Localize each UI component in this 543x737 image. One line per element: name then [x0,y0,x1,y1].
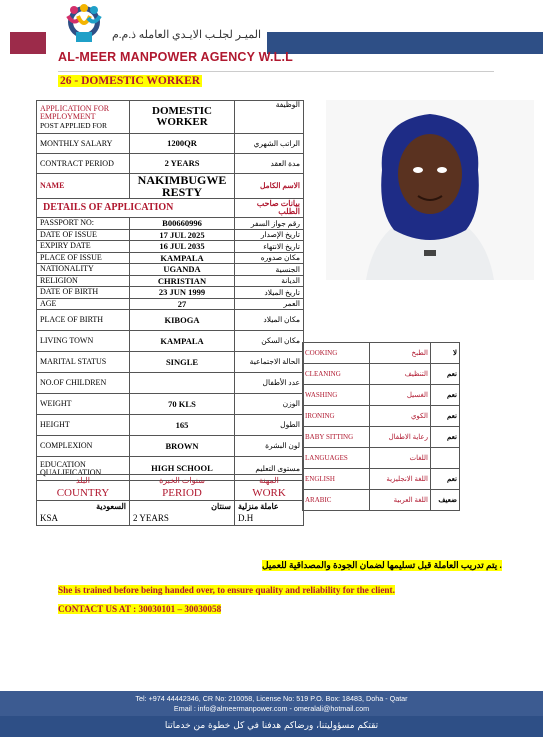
footer-contact-line: Tel: +974 44442346, CR No: 210058, License No: 519 P.O. Box: 18483, Doha - Qatar [135,694,408,703]
work-value-arabic: عاملة منزلية [235,501,304,513]
detail-row [37,373,304,394]
skill-label: CLEANING [303,364,370,385]
detail-label: PASSPORT NO: [37,218,130,230]
applicant-photo [326,100,534,280]
skill-label: IRONING [303,406,370,427]
application-table [36,100,304,481]
agency-name-english: AL-MEER MANPOWER AGENCY W.L.L [58,50,293,64]
name-value: NAKIMBUGWE RESTY [130,174,235,199]
detail-label: AGE [37,298,130,310]
detail-value: 23 JUN 1999 [130,287,235,299]
contract-label: CONTRACT PERIOD [37,154,130,174]
skill-arabic: اللغات [370,448,431,469]
skill-label: ARABIC [303,490,370,511]
country-header: COUNTRY [37,488,130,501]
detail-arabic: تاريخ الإصدار [235,229,304,241]
detail-value: KAMPALA [130,331,235,352]
skill-row [303,490,460,511]
detail-row [37,275,304,287]
detail-value: KAMPALA [130,252,235,264]
name-label: NAME [37,174,130,199]
details-rows [37,218,304,310]
skill-label: ENGLISH [303,469,370,490]
period-value-arabic: سنتان [130,501,235,513]
training-note-english: She is trained before being handed over, to ensure quality and reliability for the client. [58,585,395,595]
detail-value: UGANDA [130,264,235,276]
detail-row [37,252,304,264]
detail-arabic: الحالة الاجتماعية [235,352,304,373]
skill-arabic: الغسيل [370,385,431,406]
skill-value: ضعيف [431,490,460,511]
detail-row [37,310,304,331]
country-arabic-header: البلد [37,475,130,488]
detail-label: MARITAL STATUS [37,352,130,373]
details-heading: DETAILS OF APPLICATION [37,199,235,218]
skill-row [303,406,460,427]
skill-label: BABY SITTING [303,427,370,448]
period-value: 2 YEARS [130,513,235,526]
detail-label: PLACE OF BIRTH [37,310,130,331]
detail-arabic: الجنسية [235,264,304,276]
contract-arabic: مدة العقد [235,154,304,174]
contract-value: 2 YEARS [130,154,235,174]
detail-row [37,287,304,299]
skill-label: COOKING [303,343,370,364]
post-value: DOMESTIC WORKER [130,101,235,134]
details-heading-arabic: بيانات صاحب الطلب [235,199,304,218]
detail-value: B00660996 [130,218,235,230]
skill-row [303,469,460,490]
skill-arabic: رعاية الاطفال [370,427,431,448]
detail-row [37,241,304,253]
footer-email-line: Email : info@almeermanpower.com - omeralali@hotmail.com [173,704,370,713]
skill-row [303,343,460,364]
detail-arabic: مكان السكن [235,331,304,352]
skill-value: نعم [431,469,460,490]
detail-value: 17 JUL 2025 [130,229,235,241]
detail-arabic: مكان الميلاد [235,310,304,331]
skill-value: نعم [431,385,460,406]
detail-arabic: تاريخ الانتهاء [235,241,304,253]
skill-value: نعم [431,364,460,385]
people-logo-icon [58,4,110,50]
detail-row [37,415,304,436]
skills-table [302,342,460,511]
detail-arabic: الوزن [235,394,304,415]
skill-value: نعم [431,406,460,427]
period-arabic-header: سنوات الخبرة [130,475,235,488]
detail-row [37,218,304,230]
detail-arabic: مكان صدوره [235,252,304,264]
document-title: 26 - DOMESTIC WORKER [60,75,201,87]
detail-row [37,394,304,415]
name-arabic: الاسم الكامل [235,174,304,199]
detail-arabic: رقم جواز السفر [235,218,304,230]
detail-row [37,436,304,457]
header-right-bar [267,32,543,54]
work-value: D.H [235,513,304,526]
detail-label: NO.OF CHILDREN [37,373,130,394]
detail-label: EXPIRY DATE [37,241,130,253]
detail-label: DATE OF ISSUE [37,229,130,241]
skill-value [431,448,460,469]
skill-value: نعم [431,427,460,448]
detail-label: RELIGION [37,275,130,287]
skill-arabic: اللغة الانجليزية [370,469,431,490]
skill-row [303,448,460,469]
salary-value: 1200QR [130,134,235,154]
skill-arabic: اللغة العربية [370,490,431,511]
detail-label: NATIONALITY [37,264,130,276]
work-header: WORK [235,488,304,501]
detail-value [130,373,235,394]
footer-arabic-slogan: تقتكم مسؤوليتنا، ورضاكم هدفنا في كل خطوة من خدماتنا [0,716,543,737]
country-value: KSA [37,513,130,526]
skill-arabic: الكوي [370,406,431,427]
country-value-arabic: السعودية [37,501,130,513]
detail-row [37,331,304,352]
detail-row [37,264,304,276]
experience-table [36,474,304,526]
period-header: PERIOD [130,488,235,501]
skill-row [303,364,460,385]
detail-label: HEIGHT [37,415,130,436]
detail-arabic: تاريخ الميلاد [235,287,304,299]
work-arabic-header: المهنة [235,475,304,488]
detail-value: 27 [130,298,235,310]
detail-value: KIBOGA [130,310,235,331]
detail-label: LIVING TOWN [37,331,130,352]
detail-value: CHRISTIAN [130,275,235,287]
skill-label: WASHING [303,385,370,406]
salary-arabic: الراتب الشهري [235,134,304,154]
contact-line: CONTACT US AT : 30030101 – 30030058 [58,604,222,614]
detail-row [37,352,304,373]
detail-row [37,298,304,310]
detail-arabic: العمر [235,298,304,310]
detail-label: DATE OF BIRTH [37,287,130,299]
details2-rows [37,310,304,481]
post-arabic: الوظيفة [235,101,304,134]
detail-label: COMPLEXION [37,436,130,457]
skill-arabic: التنظيف [370,364,431,385]
skill-row [303,427,460,448]
detail-value: 70 KLS [130,394,235,415]
detail-value: 16 JUL 2035 [130,241,235,253]
detail-label: EDUCATION QUALIFICATION [37,457,130,481]
detail-label: PLACE OF ISSUE [37,252,130,264]
detail-value: BROWN [130,436,235,457]
skill-arabic: الطبخ [370,343,431,364]
skill-label: LANGUAGES [303,448,370,469]
skill-value: لا [431,343,460,364]
detail-value: 165 [130,415,235,436]
training-note-arabic: يتم تدريب العاملة قبل تسليمها لضمان الجودة والمصداقية للعميل . [262,560,502,570]
header-left-bar [10,32,46,54]
detail-arabic: مستوى التعليم [235,457,304,481]
detail-arabic: لون البشرة [235,436,304,457]
skill-row [303,385,460,406]
agency-name-arabic: الميـر لجلـب الايـدي العامله ذ.م.م [112,29,262,41]
detail-arabic: الطول [235,415,304,436]
detail-value: HIGH SCHOOL [130,457,235,481]
salary-label: MONTHLY SALARY [37,134,130,154]
detail-label: WEIGHT [37,394,130,415]
detail-arabic: الديانة [235,275,304,287]
detail-value: SINGLE [130,352,235,373]
detail-row [37,229,304,241]
header-divider [58,71,494,72]
detail-arabic: عدد الأطفال [235,373,304,394]
application-label: APPLICATION FOR EMPLOYMENT POST APPLIED FOR [37,101,130,134]
